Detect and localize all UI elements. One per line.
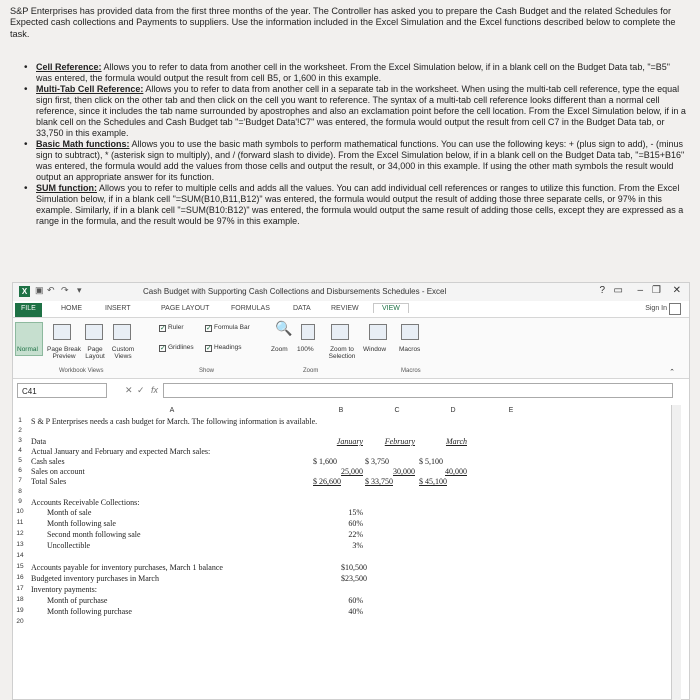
column-header-b[interactable]: B — [338, 407, 344, 414]
bullet-text: Allows you to refer to multiple cells and adds all the values. You can add individual cell references or ranges to utilize this function. From the Excel Simulation below, if in a blank cell "=SUM(B10,B11,B12)" was entered, the formula would output the result of adding those three separate cells, or 97% in this example. Similarly, if in a blank cell "=SUM(B10:B12)" was entered, the formula would output the same result of adding those cells, except they are expressed as a range in the formula, and the result would be 97% in this example. — [36, 183, 684, 226]
cell-b3[interactable]: January — [336, 437, 363, 446]
tab-view[interactable]: VIEW — [373, 303, 409, 313]
cancel-icon[interactable]: ✕ — [125, 385, 133, 395]
formula-bar-checkbox[interactable] — [205, 324, 250, 332]
enter-icon[interactable]: ✓ — [137, 385, 145, 395]
sign-in-link[interactable]: Sign In — [645, 305, 667, 312]
group-macros: Macros — [401, 368, 421, 374]
column-header-e[interactable]: E — [508, 407, 514, 414]
function-icon[interactable]: fx — [151, 385, 159, 395]
row-header[interactable]: 19 — [16, 607, 24, 614]
macros-icon[interactable] — [401, 324, 419, 340]
formula-input[interactable] — [163, 383, 673, 398]
row-header[interactable]: 2 — [18, 427, 22, 434]
cell-d7[interactable]: $ 45,100 — [419, 477, 447, 486]
cell-a3[interactable]: Data — [31, 437, 47, 446]
avatar-icon[interactable] — [669, 303, 681, 315]
row-header[interactable]: 6 — [18, 467, 22, 474]
row-header[interactable]: 5 — [18, 457, 22, 464]
excel-window — [12, 282, 690, 700]
tab-home[interactable]: HOME — [61, 305, 82, 312]
cell-c7[interactable]: $ 33,750 — [365, 477, 393, 486]
cell-d5[interactable]: $ 5,100 — [419, 457, 443, 466]
row-header[interactable]: 18 — [16, 596, 24, 603]
ribbon — [13, 317, 689, 379]
restore-icon[interactable]: ❐ — [652, 285, 661, 296]
list-item — [24, 62, 688, 84]
page-layout-icon[interactable] — [85, 324, 103, 340]
zoom-to-selection-icon[interactable] — [331, 324, 349, 340]
zoom-100-label: 100% — [297, 346, 314, 353]
column-header-a[interactable]: A — [169, 407, 175, 414]
cell-b11[interactable]: 60% — [348, 519, 363, 528]
cell-a15[interactable]: Accounts payable for inventory purchases, March 1 balance — [31, 563, 223, 572]
vertical-scrollbar[interactable] — [671, 405, 681, 700]
undo-icon[interactable]: ↶ — [47, 285, 55, 295]
cell-a7[interactable]: Total Sales — [31, 477, 67, 486]
cell-a6[interactable]: Sales on account — [31, 467, 85, 476]
cell-a9[interactable]: Accounts Receivable Collections: — [31, 498, 140, 507]
cell-b19[interactable]: 40% — [348, 607, 363, 616]
zoom-100-icon[interactable] — [301, 324, 315, 340]
row-header[interactable]: 15 — [16, 563, 24, 570]
ribbon-display-icon[interactable]: ▭ — [613, 285, 623, 296]
macros-label: Macros — [399, 346, 421, 353]
close-icon[interactable]: ✕ — [672, 285, 681, 296]
name-box[interactable]: C41 — [17, 383, 107, 398]
cell-b13[interactable]: 3% — [352, 541, 363, 550]
bullet-title: Cell Reference: — [36, 62, 102, 72]
save-icon[interactable]: ▣ — [35, 285, 44, 295]
column-header-d[interactable]: D — [450, 407, 456, 414]
normal-view-label: Normal — [17, 346, 38, 353]
column-header-c[interactable]: C — [394, 407, 400, 414]
cell-a18[interactable]: Month of purchase — [47, 596, 108, 605]
cell-c5[interactable]: $ 3,750 — [365, 457, 389, 466]
collapse-ribbon-icon[interactable]: ⌃ — [669, 369, 675, 376]
window-icon[interactable] — [369, 324, 387, 340]
ruler-label: Ruler — [168, 324, 184, 331]
bullet-title: SUM function: — [36, 183, 97, 193]
cell-a4[interactable]: Actual January and February and expected March sales: — [31, 447, 211, 456]
row-header[interactable]: 8 — [18, 488, 22, 495]
window-title: Cash Budget with Supporting Cash Collections and Disbursements Schedules - Excel — [143, 287, 447, 296]
bullet-title: Basic Math functions: — [36, 139, 130, 149]
cell-d6[interactable]: 40,000 — [445, 467, 467, 476]
cell-d3[interactable]: March — [445, 437, 467, 446]
formula-bar-label: Formula Bar — [214, 324, 250, 331]
tab-page-layout[interactable]: PAGE LAYOUT — [161, 305, 210, 312]
row-header[interactable]: 9 — [18, 498, 22, 505]
row-header[interactable]: 10 — [16, 508, 24, 515]
cell-a17[interactable]: Inventory payments: — [31, 585, 97, 594]
page-break-icon[interactable] — [53, 324, 71, 340]
check-icon: ✓ — [160, 325, 166, 332]
cell-b10[interactable]: 15% — [348, 508, 363, 517]
cell-a1[interactable]: S & P Enterprises needs a cash budget for March. The following information is available. — [31, 417, 318, 426]
worksheet-grid[interactable] — [13, 405, 681, 700]
row-header[interactable]: 4 — [18, 447, 22, 454]
zoom-label: Zoom — [271, 346, 288, 353]
zoom-selection-label: Zoom to Selection — [328, 346, 356, 360]
cell-b18[interactable]: 60% — [348, 596, 363, 605]
cell-a16[interactable]: Budgeted inventory purchases in March — [31, 574, 159, 583]
function-list — [24, 62, 688, 227]
cell-b16[interactable]: $23,500 — [341, 574, 367, 583]
title-bar — [13, 283, 689, 301]
row-header[interactable]: 11 — [16, 519, 24, 526]
ribbon-tabs — [13, 303, 689, 317]
cell-c3[interactable]: February — [384, 437, 415, 446]
row-header[interactable]: 12 — [16, 530, 24, 537]
row-header[interactable]: 16 — [16, 574, 24, 581]
tab-review[interactable]: REVIEW — [331, 305, 359, 312]
tab-insert[interactable]: INSERT — [105, 305, 131, 312]
cell-a11[interactable]: Month following sale — [47, 519, 116, 528]
list-item — [24, 139, 688, 183]
page-layout-label: Page Layout — [85, 346, 105, 360]
cell-b12[interactable]: 22% — [348, 530, 363, 539]
cell-b6[interactable]: 25,000 — [341, 467, 363, 476]
customize-toolbar-icon[interactable]: ▾ — [77, 285, 82, 295]
ruler-checkbox[interactable] — [159, 324, 184, 332]
list-item — [24, 84, 688, 139]
row-header[interactable]: 14 — [16, 552, 24, 559]
check-icon: ✓ — [206, 325, 212, 332]
cell-b7[interactable]: $ 26,600 — [313, 477, 341, 486]
window-label: Window — [363, 346, 387, 353]
group-workbook-views: Workbook Views — [59, 368, 104, 374]
cell-a19[interactable]: Month following purchase — [47, 607, 132, 616]
cell-a5[interactable]: Cash sales — [31, 457, 65, 466]
page-break-label: Page Break Preview — [47, 346, 81, 360]
redo-icon[interactable]: ↷ — [61, 285, 69, 295]
cell-c6[interactable]: 30,000 — [393, 467, 415, 476]
cell-a13[interactable]: Uncollectible — [47, 541, 91, 550]
row-header[interactable]: 13 — [16, 541, 24, 548]
headings-label: Headings — [214, 344, 242, 351]
tab-data[interactable]: DATA — [293, 305, 311, 312]
cell-b5[interactable]: $ 1,600 — [313, 457, 337, 466]
check-icon: ✓ — [160, 345, 166, 352]
zoom-icon[interactable]: 🔍 — [275, 320, 293, 336]
cell-a12[interactable]: Second month following sale — [47, 530, 141, 539]
excel-logo-icon: X — [19, 286, 30, 297]
headings-checkbox[interactable] — [205, 344, 241, 352]
group-zoom: Zoom — [303, 368, 319, 374]
check-icon: ✓ — [206, 345, 212, 352]
gridlines-label: Gridlines — [168, 344, 194, 351]
row-header[interactable]: 3 — [18, 437, 22, 444]
row-header[interactable]: 1 — [18, 417, 22, 424]
gridlines-checkbox[interactable] — [159, 344, 194, 352]
bullet-title: Multi-Tab Cell Reference: — [36, 84, 144, 94]
row-header[interactable]: 20 — [16, 618, 24, 625]
list-item — [24, 183, 688, 227]
custom-views-icon[interactable] — [113, 324, 131, 340]
formula-bar — [13, 383, 689, 399]
row-header[interactable]: 17 — [16, 585, 24, 592]
intro-paragraph: S&P Enterprises has provided data from the first three months of the year. The Controller has asked you to prepare the Cash Budget and the related Schedules for Expected cash collections and Payments to suppliers. Use the information included in the Excel Simulation and the Excel functions described below to complete the task. — [10, 6, 676, 39]
tab-formulas[interactable]: FORMULAS — [231, 305, 270, 312]
bullet-text: Allows you to refer to data from another cell in a separate tab in the worksheet. When using the multi-tab cell reference, type the equal sign first, then click on the other tab and then click on the cell you want to reference. The syntax of a multi-tab cell reference looks different than a normal cell reference, since it includes the tab name surrounded by apostrophes and also an exclamation point before the cell location. From the Excel Simulation below, if in a blank cell on the Schedules and Cash Budget tab "='Budget Data'!C7" was entered, the formula would output the result from cell C7 in the Budget Data tab, or 33,750 in this example. — [36, 84, 686, 138]
row-header[interactable]: 7 — [18, 477, 22, 484]
tab-file[interactable]: FILE — [15, 303, 42, 317]
group-show: Show — [199, 368, 215, 374]
custom-views-label: Custom Views — [111, 346, 135, 360]
minimize-icon[interactable]: – — [637, 285, 643, 296]
cell-a10[interactable]: Month of sale — [47, 508, 92, 517]
help-button[interactable]: ? — [599, 285, 605, 296]
bullet-text: Allows you to use the basic math symbols to perform mathematical functions. You can use the following keys: + (plus sign to add), - (minus sign to subtract), * (asterisk sign to multiply), and / (forward slash to divide). From the Excel Simulation below, if in a blank cell on the Budget Data tab, "=B15+B16" was entered, the formula would add the values from those cells and output the result, or 34,000 in this example. If using the other math symbols the result would output an appropriate answer for its function. — [36, 139, 685, 182]
cell-b15[interactable]: $10,500 — [341, 563, 367, 572]
bullet-text: Allows you to refer to data from another cell in the worksheet. From the Excel Simulation below, if in a blank cell on the Budget Data tab, "=B5" was entered, the formula would output the result from cell B5, or 1,600 in this example. — [36, 62, 670, 83]
